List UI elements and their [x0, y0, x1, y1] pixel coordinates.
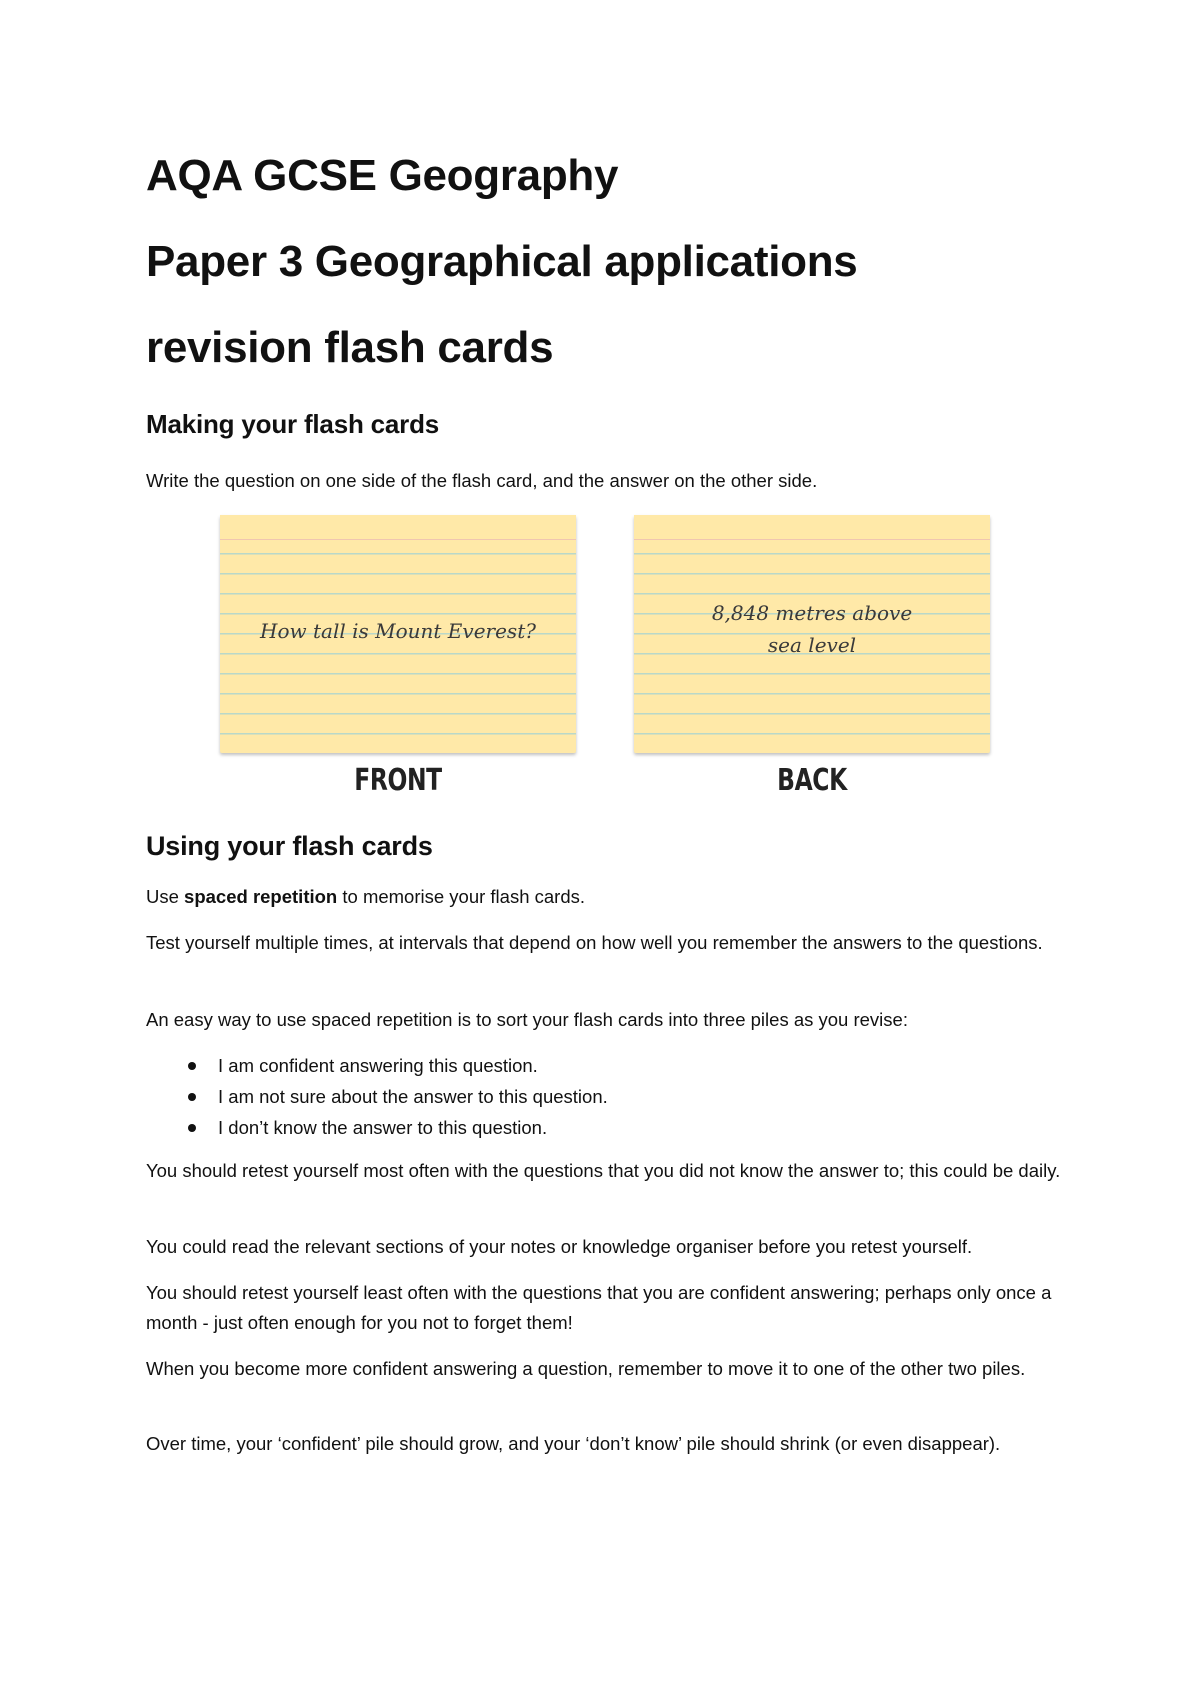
using-paragraph-4: You should retest yourself most often with the questions that you did not know the answer to; this could be daily.: [146, 1160, 1061, 1181]
list-item: [146, 1050, 608, 1081]
making-heading: Making your flash cards: [146, 409, 440, 439]
piles-list: [146, 1050, 608, 1143]
title-line-3: revision flash cards: [146, 323, 554, 372]
list-item: [146, 1081, 608, 1112]
using-paragraph-5: You could read the relevant sections of your notes or knowledge organiser before you retest yourself.: [146, 1236, 973, 1257]
p1-after: to memorise your flash cards.: [337, 886, 586, 907]
using-paragraph-1: [146, 882, 1066, 912]
front-label: FRONT: [354, 763, 442, 798]
p1-bold: spaced repetition: [184, 886, 338, 907]
using-paragraph-8: Over time, your ‘confident’ pile should grow, and your ‘don’t know’ pile should shrink (or even disappear).: [146, 1433, 1001, 1454]
list-item-text: I don’t know the answer to this question.: [218, 1117, 548, 1138]
bullet-icon: [188, 1093, 196, 1101]
front-question: How tall is Mount Everest?: [260, 619, 536, 643]
flash-card-back: [634, 515, 990, 798]
title-line-2: Paper 3 Geographical applications: [146, 237, 858, 286]
title-line-1: AQA GCSE Geography: [146, 151, 619, 200]
using-paragraph-2: Test yourself multiple times, at intervals that depend on how well you remember the answers to the questions.: [146, 932, 1043, 953]
making-instruction: Write the question on one side of the flash card, and the answer on the other side.: [146, 470, 818, 491]
p1-before: Use: [146, 886, 185, 907]
flash-card-front: [220, 515, 576, 798]
back-label: BACK: [777, 763, 847, 798]
back-answer: 8,848 metres above sea level: [711, 601, 913, 657]
list-item: [146, 1112, 608, 1143]
using-heading: Using your flash cards: [146, 831, 433, 861]
using-paragraph-7: When you become more confident answering a question, remember to move it to one of the other two piles.: [146, 1358, 1026, 1379]
using-paragraph-6: You should retest yourself least often with the questions that you are confident answering; perhaps only once a month - just often enough for you not to forget them!: [146, 1282, 1052, 1333]
using-paragraph-3: An easy way to use spaced repetition is to sort your flash cards into three piles as you revise:: [146, 1009, 908, 1030]
card-back-face: [634, 515, 990, 753]
card-front-face: [220, 515, 576, 753]
list-item-text: I am confident answering this question.: [218, 1055, 538, 1076]
list-item-text: I am not sure about the answer to this question.: [218, 1086, 608, 1107]
bullet-icon: [188, 1062, 196, 1070]
bullet-icon: [188, 1124, 196, 1132]
